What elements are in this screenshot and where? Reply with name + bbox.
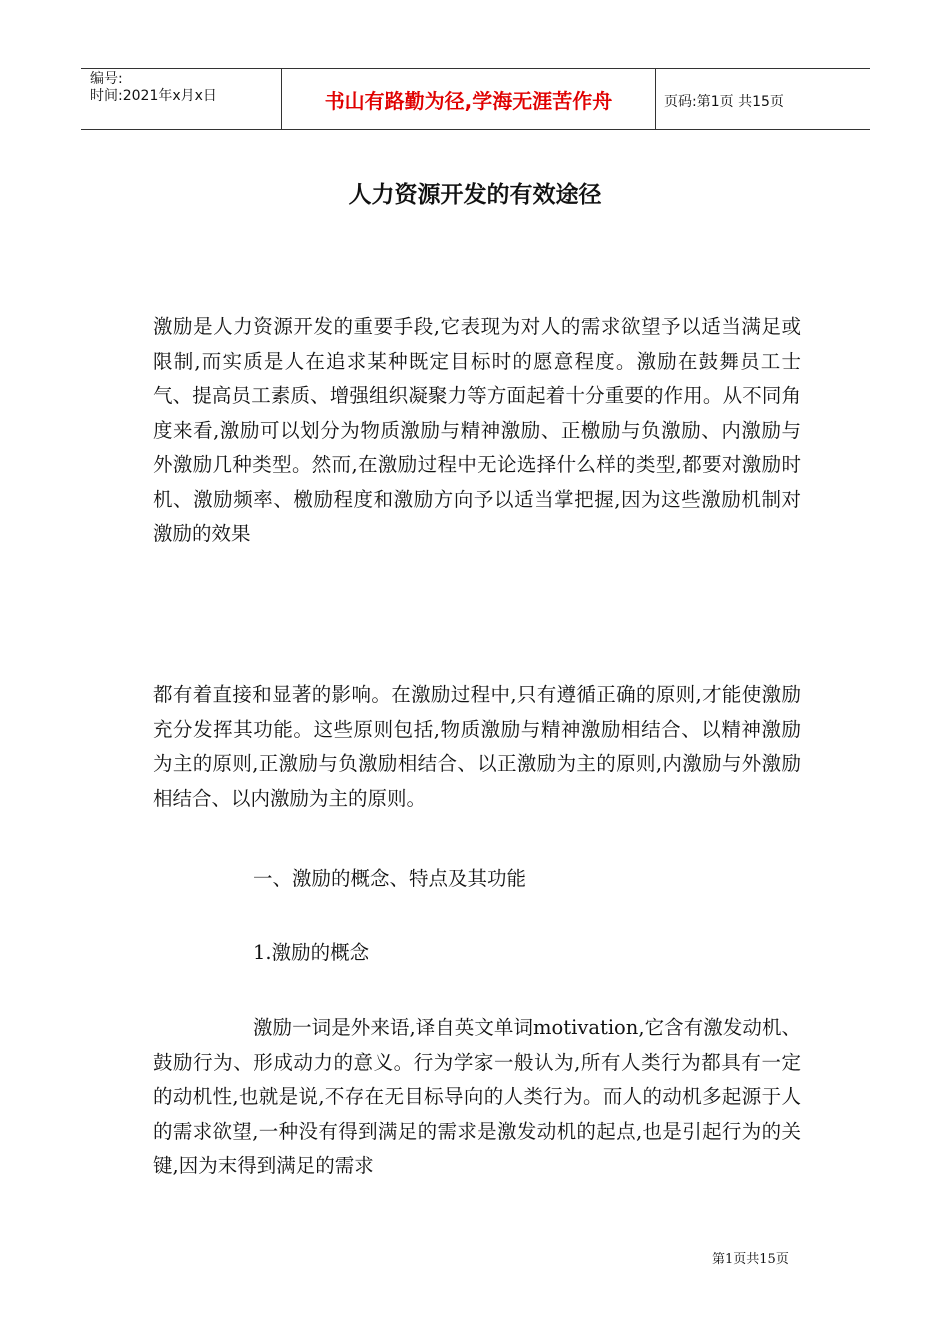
header-meta <box>90 71 280 105</box>
section-heading-1: 一、激励的概念、特点及其功能 <box>253 867 527 890</box>
paragraph-3: 激励一词是外来语,译自英文单词motivation,它含有激发动机、鼓励行为、形成动力的意义。行为学家一般认为,所有人类行为都具有一定的动机性,也就是说,不存在无目标导向的人类行为。而人的动机多起源于人的需求欲望,一种没有得到满足的需求是激发动机的起点,也是引起行为的关键,因为末得到满足的需求 <box>153 1016 801 1177</box>
code-label: 编号: <box>90 71 123 87</box>
header-page-info: 页码:第1页 共15页 <box>664 94 784 110</box>
paragraph-2: 都有着直接和显著的影响。在激励过程中,只有遵循正确的原则,才能使激励充分发挥其功能。这些原则包括,物质激励与精神激励相结合、以精神激励为主的原则,正激励与负激励相结合、以正激励为主的原则,内激励与外激励相结合、以内激励为主的原则。 <box>153 683 801 810</box>
time-label: 时间:2021年x月x日 <box>90 88 217 104</box>
page-footer: 第1页共15页 <box>712 1252 789 1267</box>
header-motto: 书山有路勤为径,学海无涯苦作舟 <box>281 69 656 129</box>
subsection-heading-1: 1.激励的概念 <box>253 941 370 964</box>
page-header <box>81 68 870 130</box>
document-title: 人力资源开发的有效途径 <box>348 181 602 208</box>
paragraph-1: 激励是人力资源开发的重要手段,它表现为对人的需求欲望予以适当满足或限制,而实质是人在追求某种既定目标时的愿意程度。激励在鼓舞员工士气、提高员工素质、增强组织凝聚力等方面起着十分重要的作用。从不同角度来看,激励可以划分为物质激励与精神激励、正檄励与负激励、内激励与外激励几种类型。然而,在激励过程中无论选择什么样的类型,都要对激励时机、激励频率、檄励程度和激励方向予以适当掌把握,因为这些激励机制对激励的效果 <box>153 315 801 545</box>
